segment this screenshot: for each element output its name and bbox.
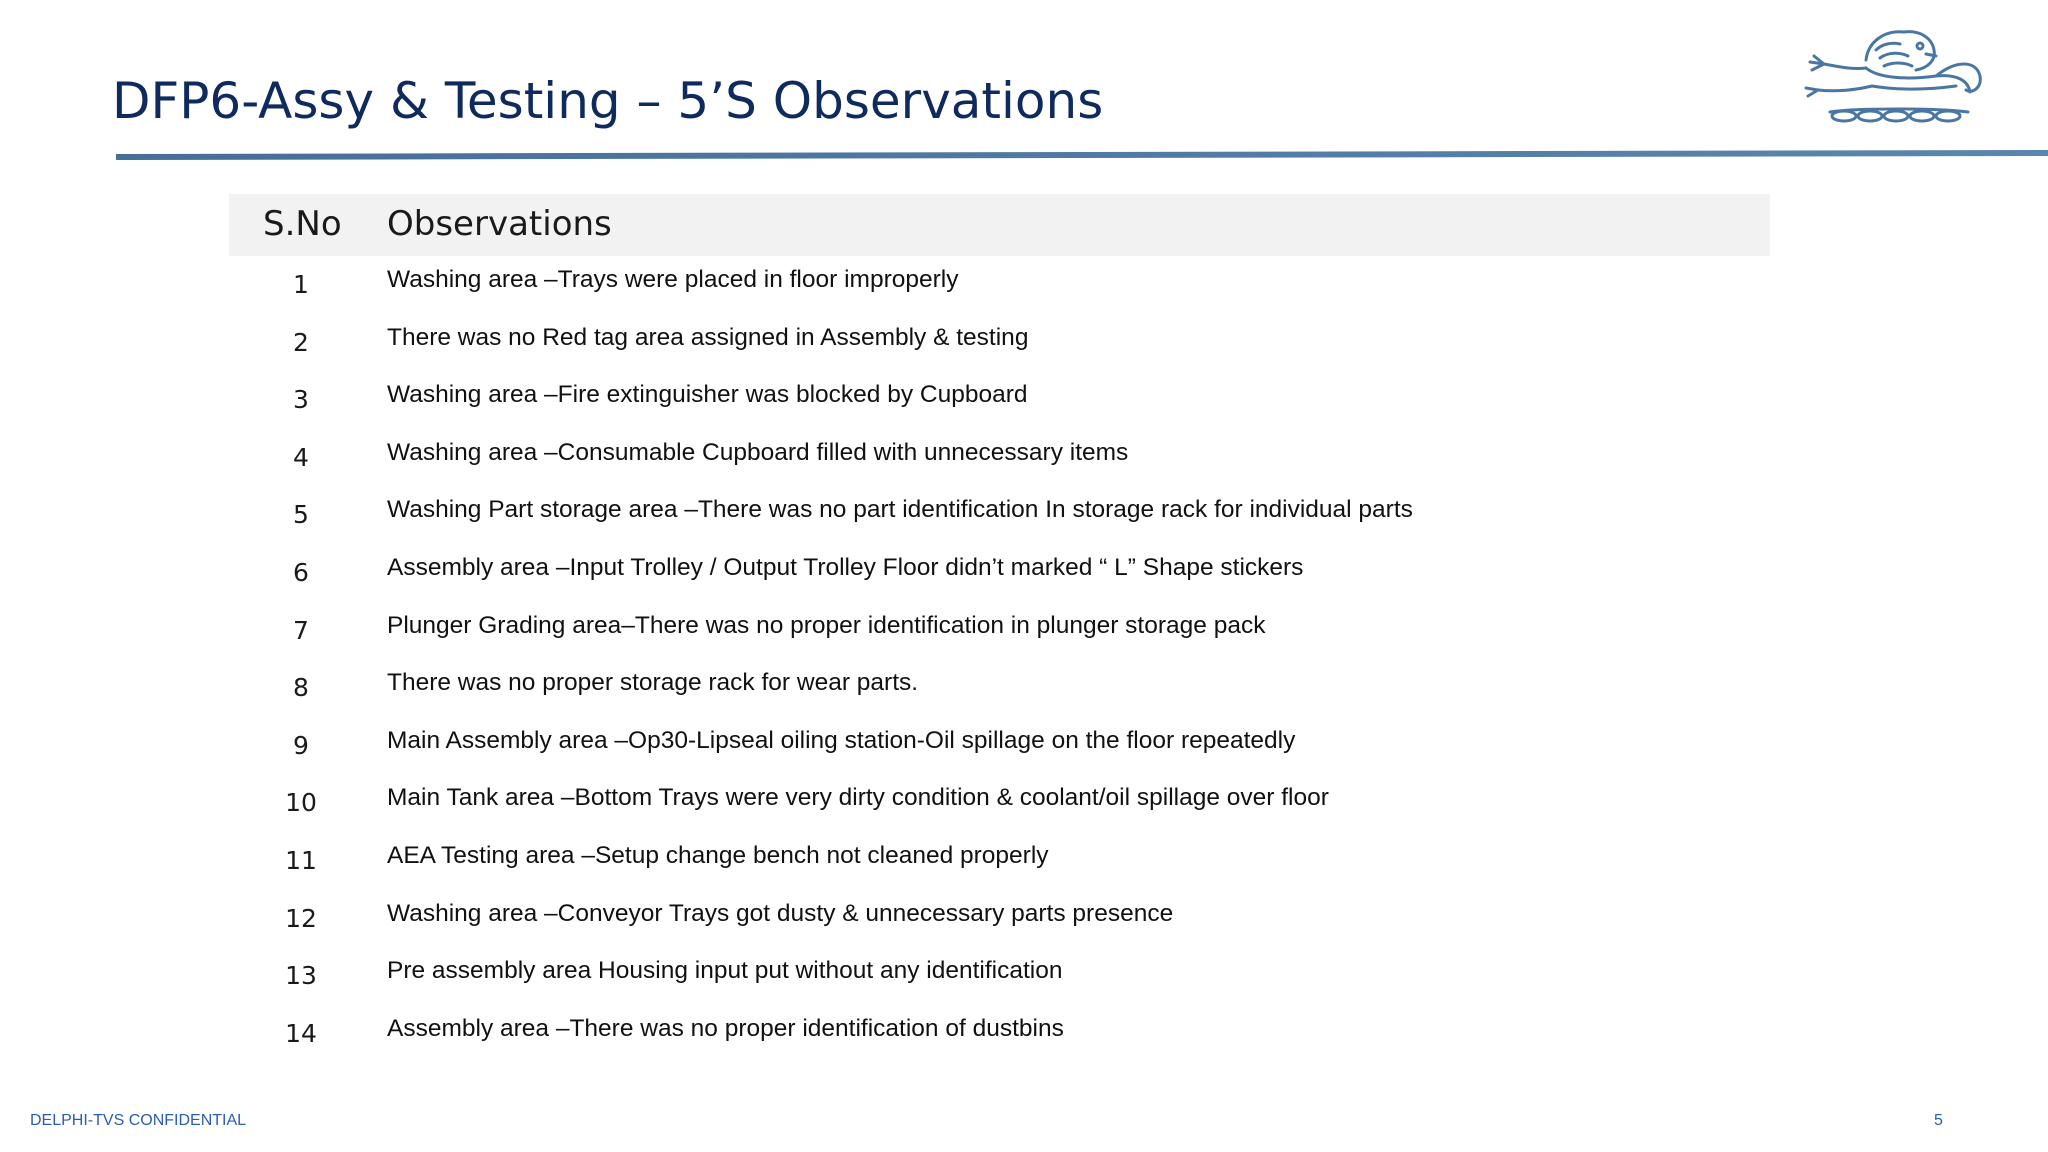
- title-divider: [116, 150, 2048, 160]
- header-sno: S.No: [263, 204, 342, 244]
- row-sno: 2: [293, 327, 309, 357]
- table-row: [229, 659, 1770, 717]
- row-sno: 1: [293, 270, 309, 299]
- row-observation: Pre assembly area Housing input put without any identification: [387, 957, 1063, 985]
- row-observation: There was no proper storage rack for wear parts.: [387, 669, 919, 697]
- table-row: [229, 429, 1770, 487]
- table-row: [229, 314, 1770, 372]
- row-observation: Washing area –Fire extinguisher was blocked by Cupboard: [387, 381, 1028, 409]
- row-sno: 7: [293, 615, 309, 645]
- observations-table: [229, 194, 1770, 1062]
- row-observation: Assembly area –There was no proper identification of dustbins: [387, 1014, 1064, 1042]
- row-observation: Assembly area –Input Trolley / Output Trolley Floor didn’t marked “ L” Shape stickers: [387, 553, 1304, 581]
- row-sno: 10: [285, 788, 317, 818]
- table-row: [229, 1005, 1770, 1063]
- row-sno: 8: [293, 673, 309, 703]
- row-observation: Main Assembly area –Op30-Lipseal oiling station-Oil spillage on the floor repeatedly: [387, 726, 1296, 754]
- row-observation: AEA Testing area –Setup change bench not cleaned properly: [387, 841, 1049, 869]
- table-row: [229, 486, 1770, 544]
- header-observations: Observations: [387, 204, 612, 244]
- table-row: [229, 544, 1770, 602]
- row-sno: 3: [293, 385, 309, 415]
- row-sno: 12: [285, 903, 317, 933]
- table-row: [229, 256, 1770, 314]
- row-observation: There was no Red tag area assigned in Assembly & testing: [387, 323, 1029, 351]
- row-sno: 9: [293, 730, 309, 760]
- slide-title: DFP6-Assy & Testing – 5’S Observations: [112, 72, 1104, 130]
- row-observation: Washing Part storage area –There was no part identification In storage rack for individual parts: [387, 496, 1413, 524]
- table-row: [229, 774, 1770, 832]
- row-sno: 13: [285, 961, 317, 991]
- confidential-footer: DELPHI-TVS CONFIDENTIAL: [30, 1112, 247, 1129]
- table-row: [229, 947, 1770, 1005]
- row-observation: Main Tank area –Bottom Trays were very dirty condition & coolant/oil spillage over floor: [387, 784, 1329, 812]
- table-row: [229, 602, 1770, 660]
- table-row: [229, 371, 1770, 429]
- row-sno: 11: [285, 845, 317, 875]
- table-row: [229, 717, 1770, 775]
- row-sno: 6: [293, 557, 309, 587]
- row-sno: 4: [293, 442, 309, 472]
- table-header: [229, 194, 1770, 256]
- table-row: [229, 890, 1770, 948]
- row-observation: Washing area –Conveyor Trays got dusty & unnecessary parts presence: [387, 899, 1174, 927]
- lion-emblem-icon: [1796, 20, 1986, 132]
- row-sno: 5: [293, 500, 309, 530]
- row-observation: Plunger Grading area–There was no proper identification in plunger storage pack: [387, 611, 1266, 639]
- row-observation: Washing area –Trays were placed in floor improperly: [387, 266, 959, 293]
- row-sno: 14: [285, 1018, 317, 1048]
- page-number: 5: [1934, 1112, 1943, 1129]
- table-row: [229, 832, 1770, 890]
- row-observation: Washing area –Consumable Cupboard filled with unnecessary items: [387, 438, 1129, 466]
